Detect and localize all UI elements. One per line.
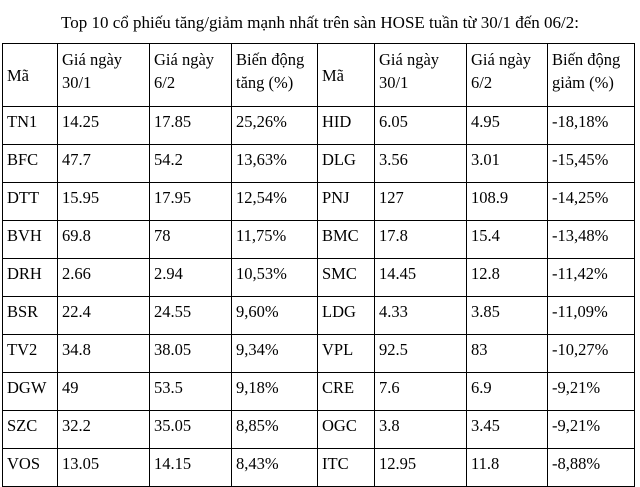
up-change-cell: 13,63%: [232, 145, 318, 183]
up-change-cell: 12,54%: [232, 183, 318, 221]
down-change-cell: -9,21%: [548, 373, 635, 411]
header-up-price-start: Giá ngày 30/1: [58, 44, 150, 107]
down-change-cell: -9,21%: [548, 411, 635, 449]
up-change-cell: 9,60%: [232, 297, 318, 335]
table-row: [3, 145, 635, 183]
down-price-end-cell: 83: [467, 335, 548, 373]
down-change-cell: -8,88%: [548, 449, 635, 487]
up-code-cell: DRH: [3, 259, 58, 297]
up-price-start-cell: 15.95: [58, 183, 150, 221]
header-down-change: Biến động giảm (%): [548, 44, 635, 107]
down-code-cell: HID: [318, 107, 375, 145]
up-price-end-cell: 78: [150, 221, 232, 259]
up-price-start-cell: 2.66: [58, 259, 150, 297]
up-code-cell: DGW: [3, 373, 58, 411]
down-price-end-cell: 3.85: [467, 297, 548, 335]
up-code-cell: BFC: [3, 145, 58, 183]
down-change-cell: -14,25%: [548, 183, 635, 221]
down-change-cell: -11,09%: [548, 297, 635, 335]
up-price-end-cell: 17.85: [150, 107, 232, 145]
down-code-cell: LDG: [318, 297, 375, 335]
up-price-end-cell: 54.2: [150, 145, 232, 183]
down-code-cell: PNJ: [318, 183, 375, 221]
down-price-end-cell: 6.9: [467, 373, 548, 411]
down-price-start-cell: 3.8: [375, 411, 467, 449]
table-row: [3, 411, 635, 449]
down-price-start-cell: 3.56: [375, 145, 467, 183]
down-price-start-cell: 4.33: [375, 297, 467, 335]
down-price-end-cell: 3.01: [467, 145, 548, 183]
up-change-cell: 8,85%: [232, 411, 318, 449]
up-price-end-cell: 24.55: [150, 297, 232, 335]
down-price-start-cell: 17.8: [375, 221, 467, 259]
down-change-cell: -11,42%: [548, 259, 635, 297]
up-price-start-cell: 14.25: [58, 107, 150, 145]
up-change-cell: 25,26%: [232, 107, 318, 145]
up-change-cell: 10,53%: [232, 259, 318, 297]
up-code-cell: SZC: [3, 411, 58, 449]
down-change-cell: -13,48%: [548, 221, 635, 259]
table-row: [3, 221, 635, 259]
down-code-cell: VPL: [318, 335, 375, 373]
up-price-start-cell: 47.7: [58, 145, 150, 183]
up-price-start-cell: 22.4: [58, 297, 150, 335]
up-code-cell: BSR: [3, 297, 58, 335]
down-price-end-cell: 108.9: [467, 183, 548, 221]
down-code-cell: SMC: [318, 259, 375, 297]
table-header-row: [3, 44, 635, 107]
table-body: [3, 107, 635, 487]
up-change-cell: 8,43%: [232, 449, 318, 487]
down-price-end-cell: 11.8: [467, 449, 548, 487]
down-change-cell: -15,45%: [548, 145, 635, 183]
header-down-code: Mã: [318, 44, 375, 107]
up-code-cell: DTT: [3, 183, 58, 221]
up-change-cell: 11,75%: [232, 221, 318, 259]
header-up-code: Mã: [3, 44, 58, 107]
down-price-end-cell: 4.95: [467, 107, 548, 145]
table-row: [3, 373, 635, 411]
down-code-cell: CRE: [318, 373, 375, 411]
table-row: [3, 259, 635, 297]
up-price-start-cell: 69.8: [58, 221, 150, 259]
up-price-end-cell: 2.94: [150, 259, 232, 297]
header-down-price-start: Giá ngày 30/1: [375, 44, 467, 107]
down-price-end-cell: 15.4: [467, 221, 548, 259]
up-code-cell: TV2: [3, 335, 58, 373]
header-up-price-end: Giá ngày 6/2: [150, 44, 232, 107]
down-price-end-cell: 12.8: [467, 259, 548, 297]
up-price-end-cell: 53.5: [150, 373, 232, 411]
up-code-cell: VOS: [3, 449, 58, 487]
down-code-cell: OGC: [318, 411, 375, 449]
up-price-end-cell: 17.95: [150, 183, 232, 221]
down-change-cell: -10,27%: [548, 335, 635, 373]
table-row: [3, 183, 635, 221]
up-code-cell: TN1: [3, 107, 58, 145]
down-price-start-cell: 127: [375, 183, 467, 221]
up-change-cell: 9,34%: [232, 335, 318, 373]
down-code-cell: DLG: [318, 145, 375, 183]
up-change-cell: 9,18%: [232, 373, 318, 411]
up-price-end-cell: 14.15: [150, 449, 232, 487]
table-row: [3, 297, 635, 335]
header-up-change: Biến động tăng (%): [232, 44, 318, 107]
table-row: [3, 449, 635, 487]
up-price-start-cell: 49: [58, 373, 150, 411]
table-row: [3, 335, 635, 373]
table-caption: Top 10 cổ phiếu tăng/giảm mạnh nhất trên sàn HOSE tuần từ 30/1 đến 06/2:: [61, 13, 579, 32]
down-price-start-cell: 7.6: [375, 373, 467, 411]
down-price-start-cell: 12.95: [375, 449, 467, 487]
header-down-price-end: Giá ngày 6/2: [467, 44, 548, 107]
down-change-cell: -18,18%: [548, 107, 635, 145]
down-price-start-cell: 92.5: [375, 335, 467, 373]
down-code-cell: BMC: [318, 221, 375, 259]
up-price-end-cell: 35.05: [150, 411, 232, 449]
down-price-end-cell: 3.45: [467, 411, 548, 449]
up-price-start-cell: 13.05: [58, 449, 150, 487]
up-price-end-cell: 38.05: [150, 335, 232, 373]
stock-movers-table: [2, 43, 635, 487]
down-price-start-cell: 6.05: [375, 107, 467, 145]
table-row: [3, 107, 635, 145]
up-code-cell: BVH: [3, 221, 58, 259]
down-price-start-cell: 14.45: [375, 259, 467, 297]
down-code-cell: ITC: [318, 449, 375, 487]
up-price-start-cell: 34.8: [58, 335, 150, 373]
up-price-start-cell: 32.2: [58, 411, 150, 449]
